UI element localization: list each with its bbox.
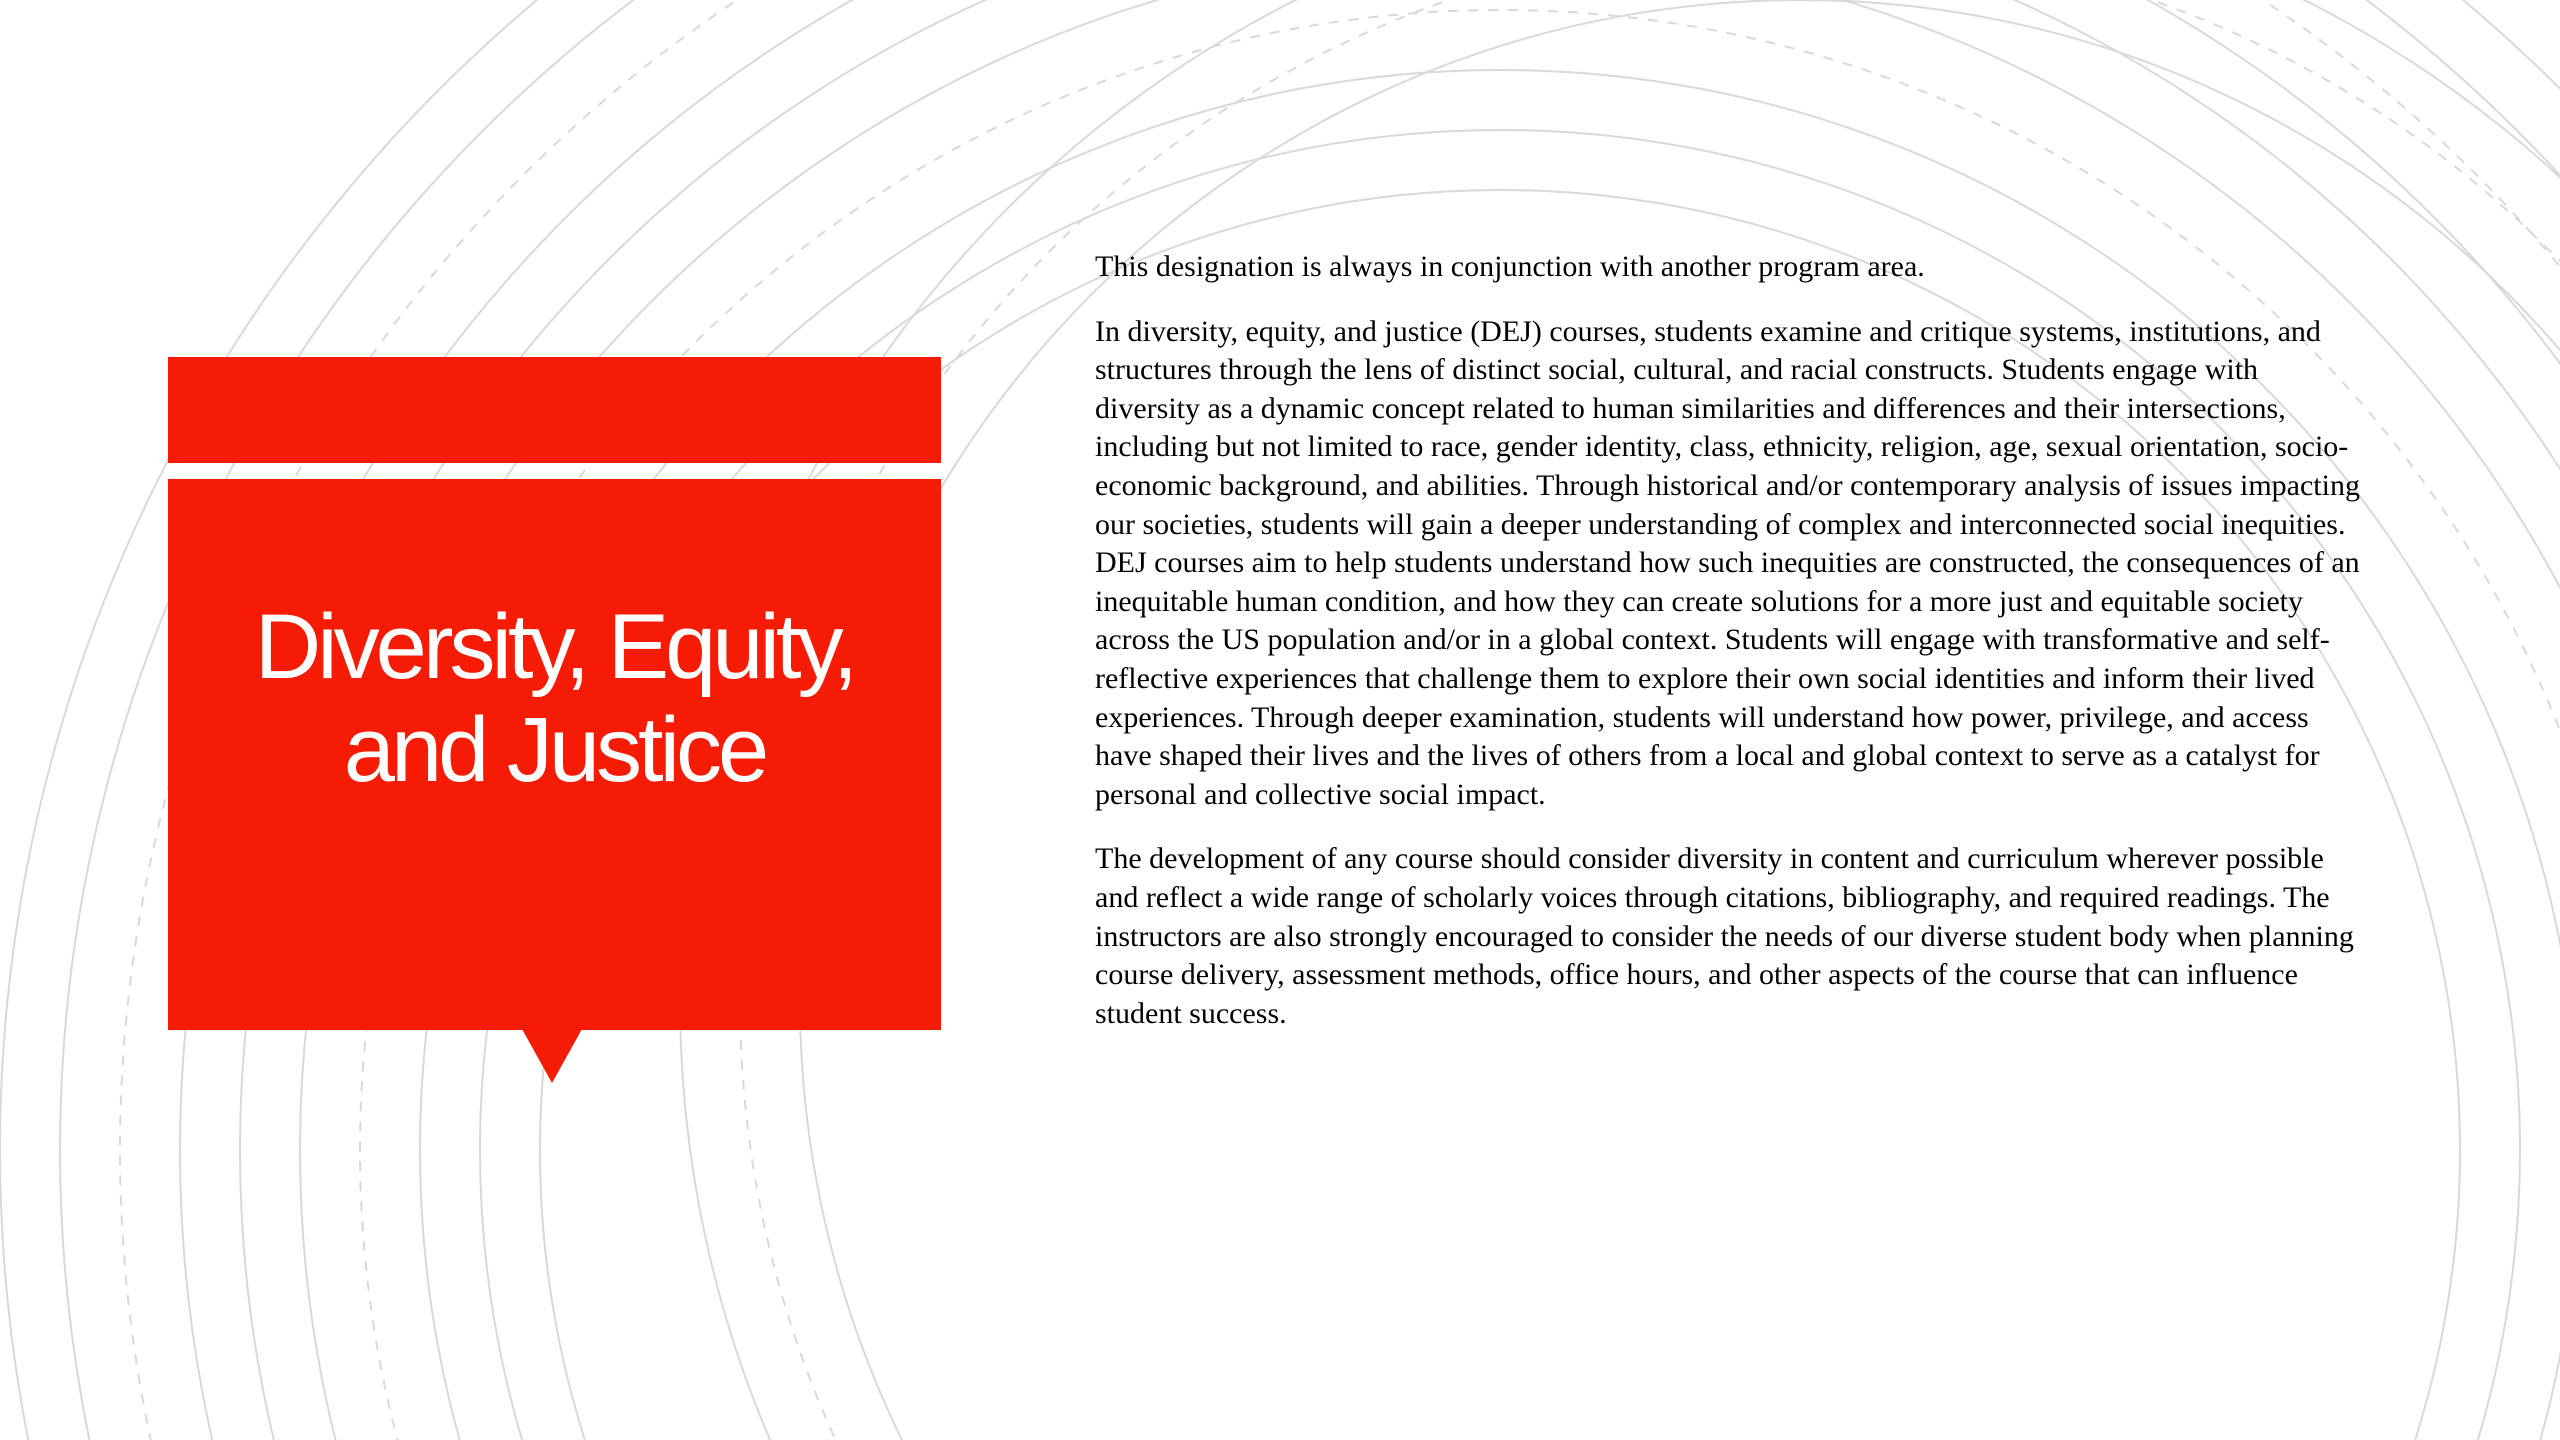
- body-paragraph-dej-description: In diversity, equity, and justice (DEJ) courses, students examine and critique systems, institutions, and structures through the lens of distinct social, cultural, and racial constructs. Students engage with diversity as a dynamic concept related to human similarities and differences and their intersections, including but not limited to race, gender identity, class, ethnicity, religion, age, sexual orientation, socio-economic background, and abilities. Through historical and/or contemporary analysis of issues impacting our societies, students will gain a deeper understanding of complex and interconnected social inequities. DEJ courses aim to help students understand how such inequities are constructed, the consequences of an inequitable human condition, and how they can create solutions for a more just and equitable society across the US population and/or in a global context. Students will engage with transformative and self-reflective experiences that challenge them to explore their own social identities and inform their lived experiences. Through deeper examination, students will understand how power, privilege, and access have shaped their lives and the lives of others from a local and global context to serve as a catalyst for personal and collective social impact.: [1095, 314, 2360, 811]
- title-callout-pointer: [522, 1029, 582, 1083]
- slide-title: Diversity, Equity, and Justice: [254, 595, 855, 801]
- body-paragraph-designation: This designation is always in conjunction with another program area.: [1095, 250, 1925, 283]
- title-accent-bar: [168, 357, 941, 463]
- body-text: [1095, 248, 2365, 1059]
- body-paragraph-course-development: The development of any course should consider diversity in content and curriculum wherever possible and reflect a wide range of scholarly voices through citations, bibliography, and required readings. The instructors are also strongly encouraged to consider the needs of our diverse student body when planning course delivery, assessment methods, office hours, and other aspects of the course that can influence student success.: [1095, 842, 2354, 1030]
